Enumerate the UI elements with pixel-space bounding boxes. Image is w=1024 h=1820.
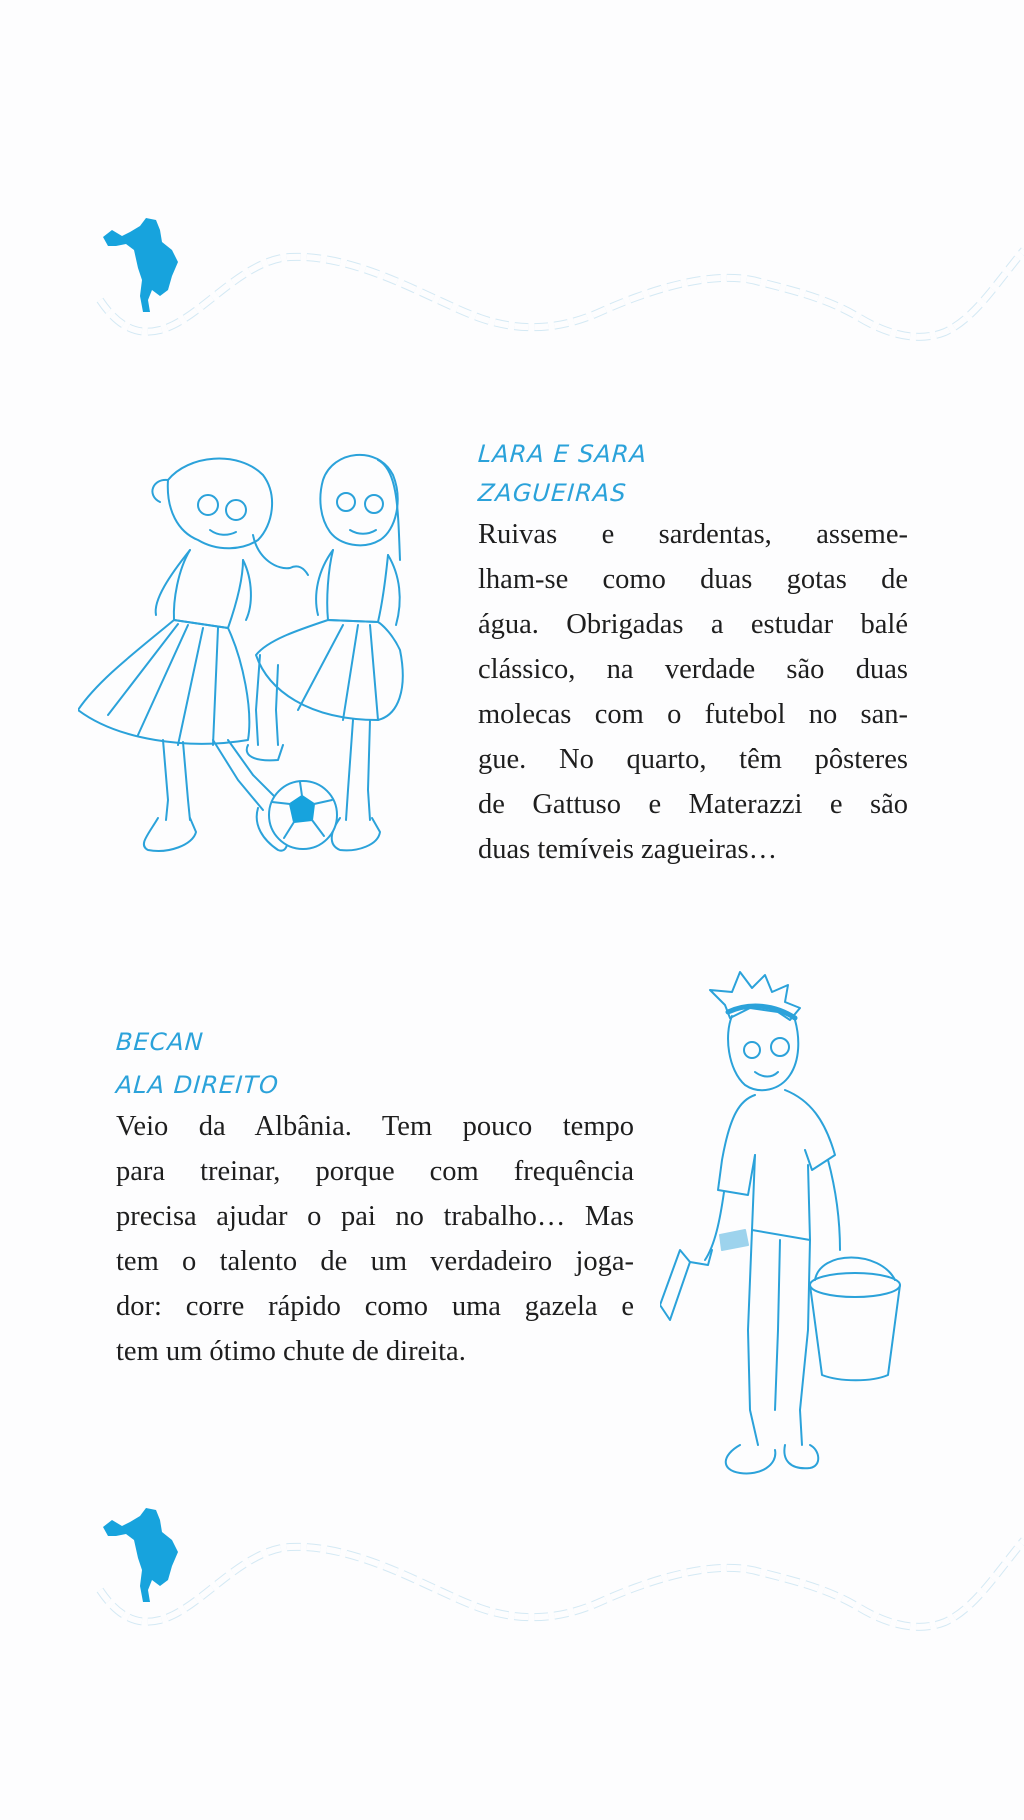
description-line: tem um ótimo chute de direita. (116, 1336, 466, 1367)
running-boy-silhouette-icon (103, 218, 178, 312)
description-line: lham-se como duas gotas de (478, 564, 908, 595)
description-line: Ruivas e sardentas, asseme- (478, 519, 908, 550)
character-position: ZAGUEIRAS (477, 479, 628, 507)
character-position: ALA DIREITO (115, 1071, 280, 1099)
description-line: dor: corre rápido como uma gazela e (116, 1291, 634, 1322)
description-line: Veio da Albânia. Tem pouco tempo (116, 1111, 634, 1142)
twin-girls-illustration (78, 440, 438, 870)
lara-figure (78, 459, 308, 851)
soccer-ball-icon (269, 781, 337, 849)
description-line: gue. No quarto, têm pôsteres (478, 744, 908, 775)
description-line: tem o talento de um verdadeiro joga- (116, 1246, 634, 1277)
top-decoration (0, 0, 1024, 360)
footprint-trail-top (100, 250, 1024, 337)
description-line: duas temíveis zagueiras… (478, 834, 778, 865)
character-description (478, 512, 908, 872)
description-line: para treinar, porque com frequência (116, 1156, 634, 1187)
description-line: de Gattuso e Materazzi e são (478, 789, 908, 820)
description-line: molecas com o futebol no san- (478, 699, 908, 730)
description-line: precisa ajudar o pai no trabalho… Mas (116, 1201, 634, 1232)
character-card-lara-e-sara (478, 432, 908, 872)
bottom-decoration (0, 1290, 1024, 1650)
description-line: clássico, na verdade são duas (478, 654, 908, 685)
character-name: BECAN (115, 1028, 205, 1056)
character-name: LARA E SARA (477, 440, 649, 468)
running-boy-silhouette-icon (103, 1508, 178, 1602)
description-line: água. Obrigadas a estudar balé (478, 609, 908, 640)
footprint-trail-bottom (100, 1540, 1024, 1627)
